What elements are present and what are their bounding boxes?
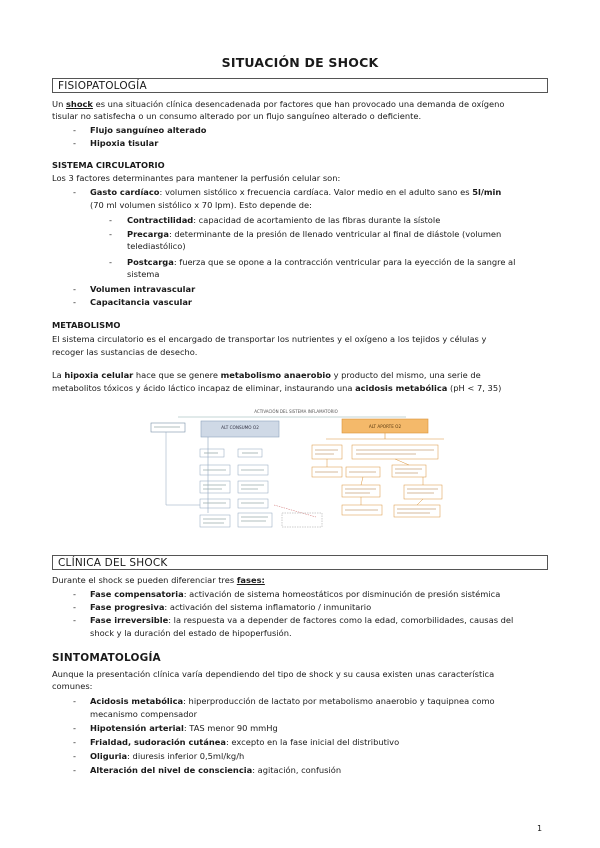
fisio-intro-line2: tisular no satisfecha o un consumo alterado por un flujo sanguíneo alterado o deficiente. (52, 111, 422, 121)
sistema-postcarga: Postcarga: fuerza que se opone a la contracción ventricular para la eyección de la sangre al (127, 257, 516, 267)
sistema-contractilidad: Contractilidad: capacidad de acortamiento de las fibras durante la sístole (127, 215, 441, 225)
page-number: 1 (537, 824, 543, 833)
sistema-precarga-cont: telediastólico) (127, 241, 186, 251)
fase-irreversible-cont: shock y la duración del estado de hipoperfusión. (90, 628, 292, 638)
document-page: SITUACIÓN DE SHOCK FISIOPATOLOGÍA Un shock es una situación clínica desencadenada por factores que han provocado una demanda de oxígeno tisular no satisfecha o un consumo alterado por un flujo sanguíneo alterado o deficiente. - Flujo sanguíneo alterado - Hipoxia tisular SISTEMA CIRCULATORIO Los 3 factores determinantes para mantener la perfusión celular son: - Gasto cardíaco: volumen sistólico x frecuencia cardíaca. Valor medio en el adulto sano es 5l/min (70 ml volumen sistólico x 70 lpm). Esto depende de: - Contractilidad: capacidad de acortamiento de las fibras durante la sístole - Precarga: determinante de la presión de llenado ventricular al final de diástole (volumen telediastólico) - Postcarga: fuerza que se opone a la contracción ventricular para la eyección de la sangre al sistema - Volumen intravascular - Capacitancia vascular METABOLISMO El sistema circulatorio es el encargado de transportar los nutrientes y el oxígeno a los tejidos y células y recoger las sustancias de desecho. La hipoxia celular hace que se genere metabolismo anaerobio y producto del mismo, una serie de metabolitos tóxicos y ácido láctico incapaz de eliminar, instaurando una acidosis metabólica (pH < 7, 35) ACTIVACIÓN DEL SISTEMA INFLAMATORIO ALT CONSUMO O2 ALT APORTE O2 CLÍNICA DEL SHOCK Durante el shock se pueden diferenciar tres fases: - Fase compensatoria: activación de sistema homeostáticos por disminución de presión sistémica - Fase progresiva: activación del sistema inflamatorio / inmunitario - Fase irreversible: la respuesta va a depender de factores como la edad, comorbilidades, causas del shock y la duración del estado de hipoperfusión. SINTOMATOLOGÍA Aunque la presentación clínica varía dependiendo del tipo de shock y su causa existen unas característica comunes: - Acidosis metabólica: hiperproducción de lactato por metabolismo anaerobio y taquipnea como mecanismo compensador - Hipotensión arterial: TAS menor 90 mmHg - Frialdad, sudoración cutánea: excepto en la fase inicial del distributivo - Oliguria: diuresis inferior 0,5ml/kg/h - Alteración del nivel de consciencia: agitación, confusión 1 (0, 0, 600, 848)
sintoma-acidosis-cont: mecanismo compensador (90, 709, 198, 719)
metabolismo-p2-line2: metabolitos tóxicos y ácido láctico incapaz de eliminar, instaurando una acidosis metabólica (pH < 7, 35) (52, 383, 502, 393)
sistema-intro: Los 3 factores determinantes para mantener la perfusión celular son: (52, 173, 341, 183)
fisio-intro-line1: Un shock es una situación clínica desencadenada por factores que han provocado una demanda de oxígeno (52, 99, 505, 109)
sintomatologia-intro-line1: Aunque la presentación clínica varía dependiendo del tipo de shock y su causa existen unas característica (52, 669, 495, 679)
metabolismo-p1-line2: recoger las sustancias de desecho. (52, 347, 198, 357)
section-heading-fisiopatologia: FISIOPATOLOGÍA (52, 78, 548, 93)
diagram-caption: ACTIVACIÓN DEL SISTEMA INFLAMATORIO (254, 409, 338, 414)
shock-pathophysiology-diagram (146, 405, 452, 537)
page-title: SITUACIÓN DE SHOCK (221, 55, 379, 70)
fase-compensatoria: Fase compensatoria: activación de sistema homeostáticos por disminución de presión sistémica (90, 589, 501, 599)
clinica-intro: Durante el shock se pueden diferenciar tres fases: (52, 575, 265, 585)
sistema-postcarga-cont: sistema (127, 269, 160, 279)
heading-sistema-circulatorio: SISTEMA CIRCULATORIO (52, 160, 165, 170)
heading-metabolismo: METABOLISMO (52, 320, 121, 330)
heading-sintomatologia: SINTOMATOLOGÍA (52, 652, 161, 664)
sintoma-oliguria: Oliguria: diuresis inferior 0,5ml/kg/h (90, 751, 245, 761)
sistema-gasto-cardiaco: Gasto cardíaco: volumen sistólico x frecuencia cardíaca. Valor medio en el adulto sano es 5l/min (90, 187, 502, 197)
metabolismo-p2-line1: La hipoxia celular hace que se genere metabolismo anaerobio y producto del mismo, una serie de (52, 370, 481, 380)
fase-progresiva: Fase progresiva: activación del sistema inflamatorio / inmunitario (90, 602, 372, 612)
fisio-bullet-hipoxia: Hipoxia tisular (90, 138, 159, 148)
sintoma-frialdad: Frialdad, sudoración cutánea: excepto en la fase inicial del distributivo (90, 737, 400, 747)
section-heading-clinica: CLÍNICA DEL SHOCK (52, 555, 548, 570)
metabolismo-p1-line1: El sistema circulatorio es el encargado de transportar los nutrientes y el oxígeno a los tejidos y células y (52, 334, 487, 344)
sistema-capacitancia: Capacitancia vascular (90, 297, 193, 307)
diagram-left-box: ALT CONSUMO O2 (221, 425, 259, 430)
sintomatologia-intro-line2: comunes: (52, 681, 93, 691)
sintoma-hipotension: Hipotensión arterial: TAS menor 90 mmHg (90, 723, 278, 733)
fase-irreversible: Fase irreversible: la respuesta va a depender de factores como la edad, comorbilidades, causas del (90, 615, 514, 625)
sistema-volumen: Volumen intravascular (90, 284, 196, 294)
sintoma-acidosis: Acidosis metabólica: hiperproducción de lactato por metabolismo anaerobio y taquipnea como (90, 696, 495, 706)
sistema-gasto-cont: (70 ml volumen sistólico x 70 lpm). Esto depende de: (90, 200, 312, 210)
sintoma-consciencia: Alteración del nivel de consciencia: agitación, confusión (90, 765, 342, 775)
diagram-right-box: ALT APORTE O2 (368, 424, 402, 429)
sistema-precarga: Precarga: determinante de la presión de llenado ventricular al final de diástole (volumen (127, 229, 502, 239)
fisio-bullet-flujo: Flujo sanguíneo alterado (90, 125, 207, 135)
